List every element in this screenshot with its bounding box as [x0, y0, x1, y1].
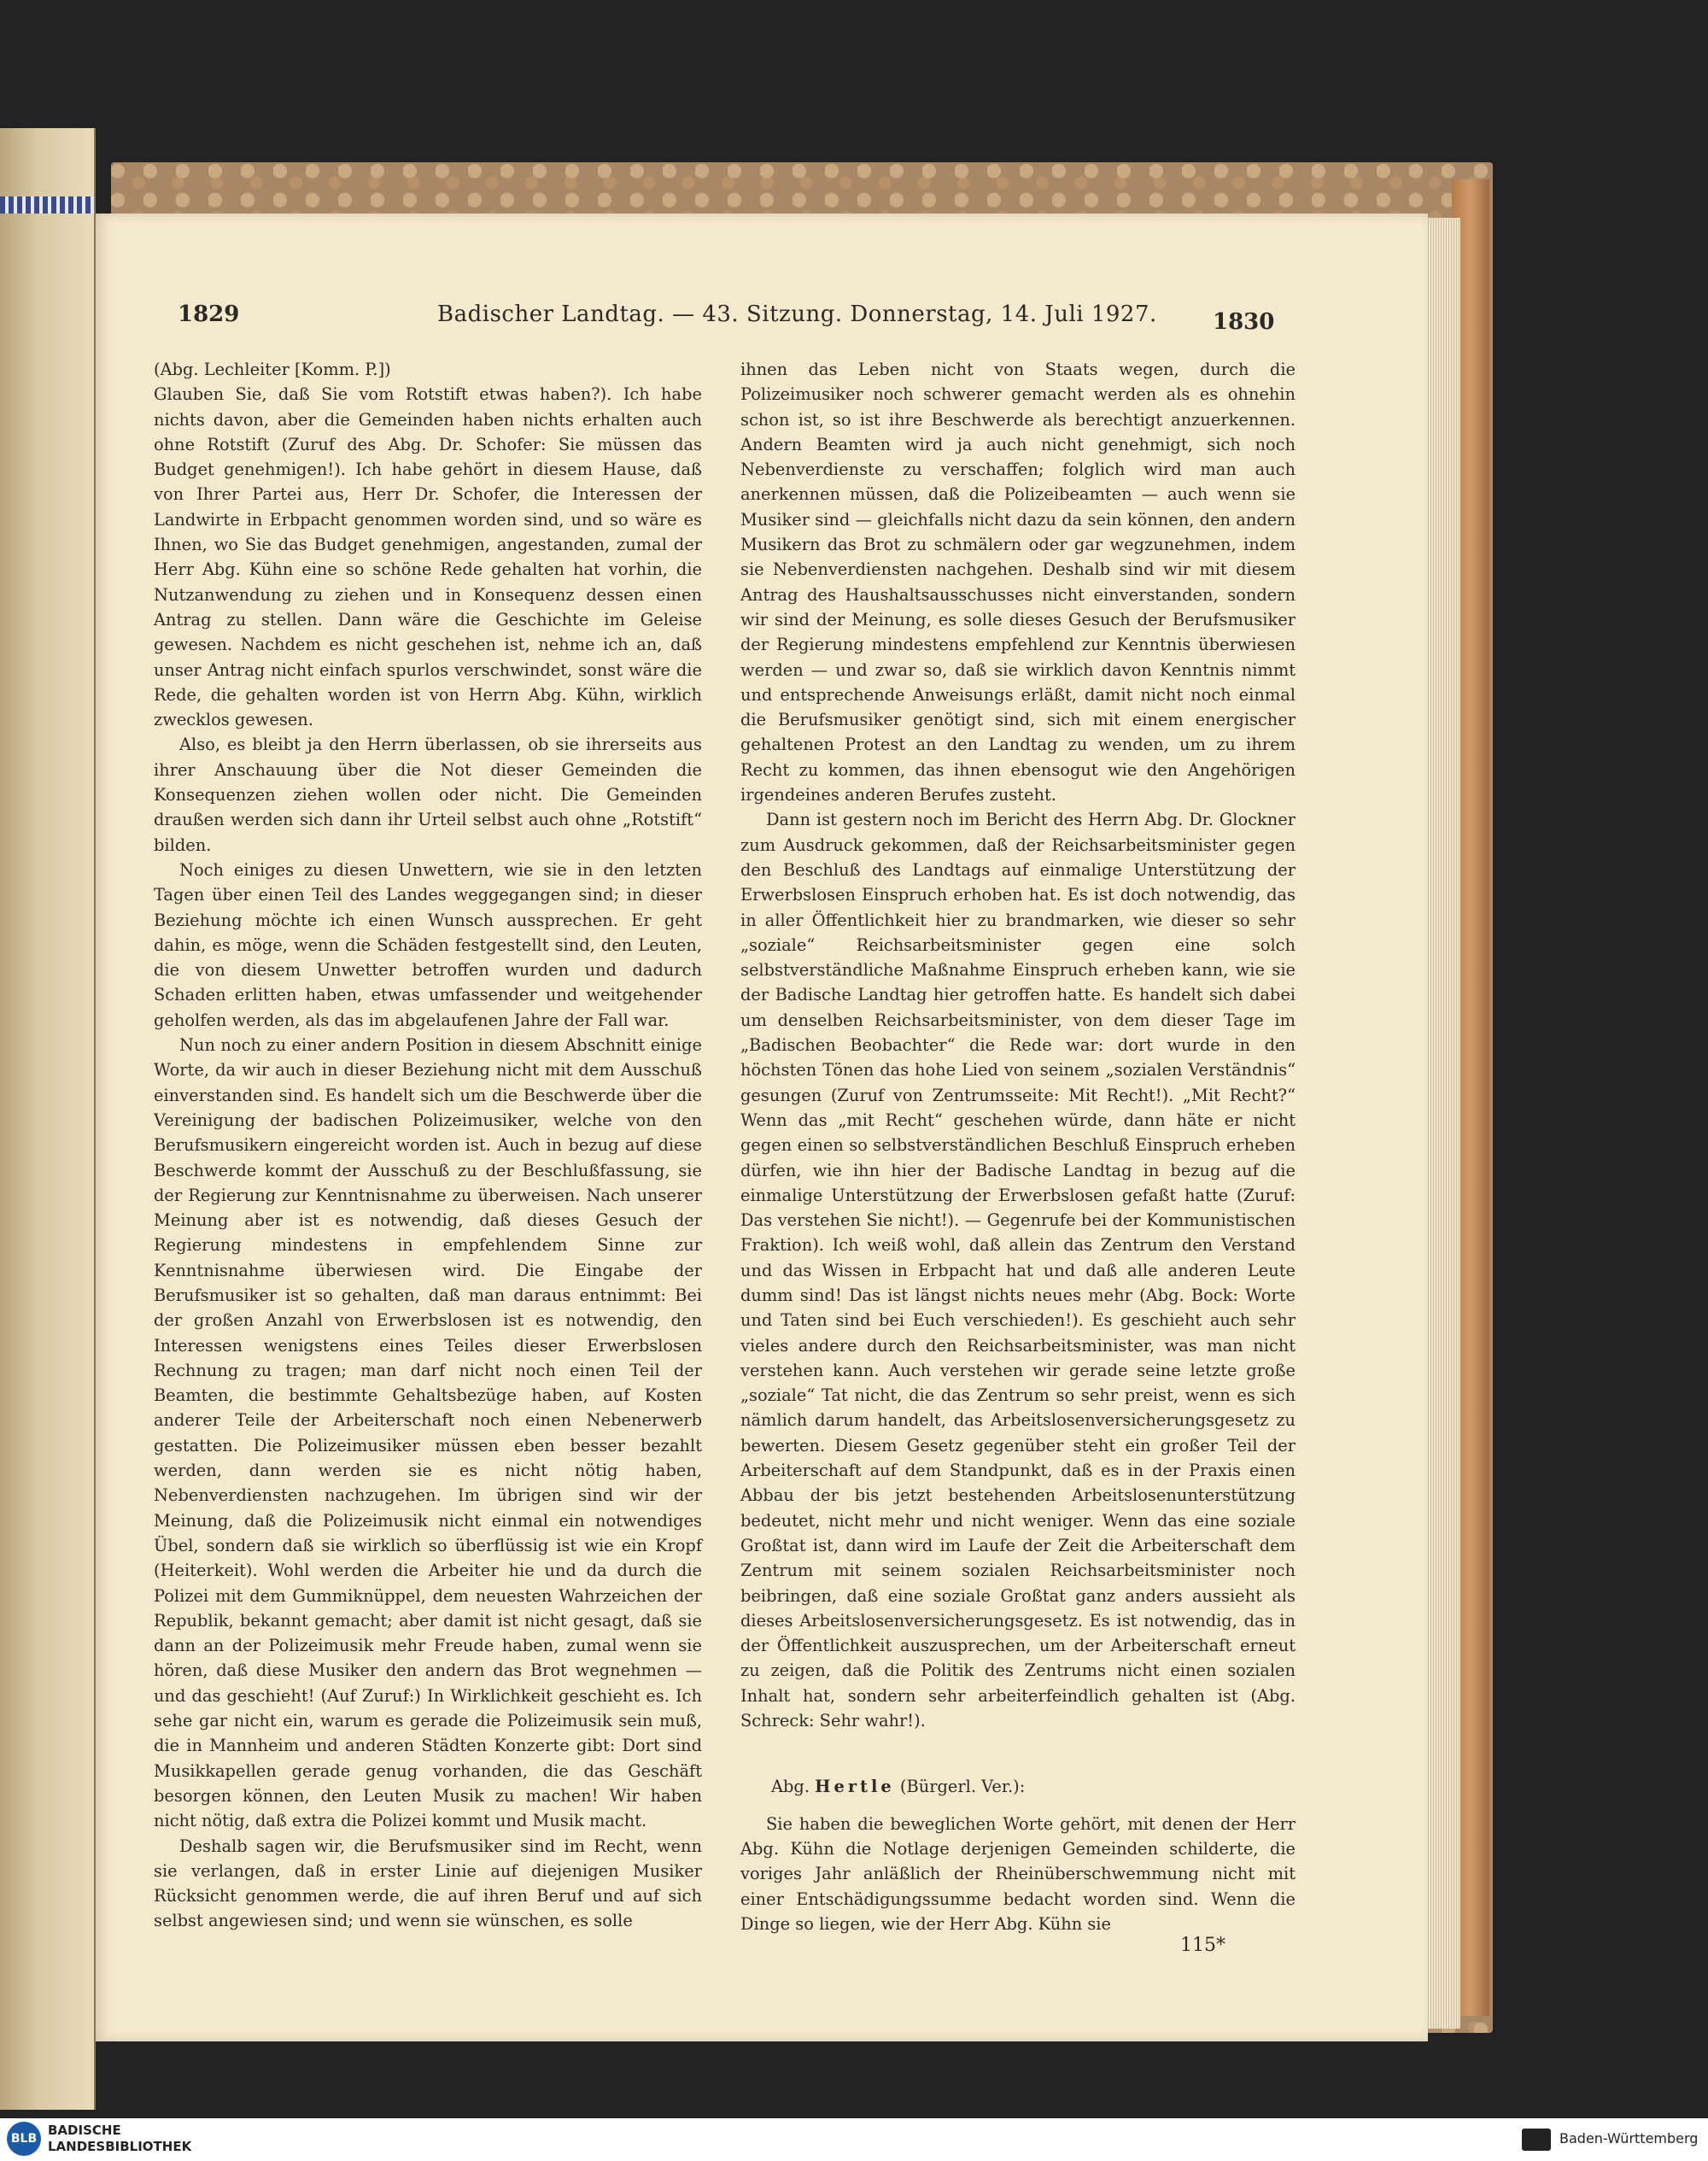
paragraph: ihnen das Leben nicht von Staats wegen, durch die Polizeimusiker noch schwerer gemacht werden als es ohnehin schon ist, so ist ihre Beschwerde als berechtigt anzuerkennen. Andern Beamten wird ja auch nicht genehmigt, sich noch Nebenverdienste zu verschaffen; folglich wird man auch anerkennen müssen, daß die Polizeibeamten — auch wenn sie Musiker sind — gleichfalls nicht dazu da sein können, den andern Musikern das Brot zu schmälern oder gar wegzunehmen, indem sie Nebenverdiensten nachgehen. Deshalb sind wir mit diesem Antrag des Haushaltsausschusses nicht einverstanden, sondern wir sind der Meinung, es solle dieses Gesuch der Berufsmusiker der Regierung mindestens empfehlend zur Kenntnis überwiesen werden — und zwar so, daß sie wirklich davon Kenntnis nimmt und entsprechende Anweisungs erläßt, damit nicht noch einmal die Berufsmusiker genötigt sind, sich mit einem energischer gehaltenen Protest an den Landtag zu wenden, um zu ihrem Recht zu kommen, das ihnen ebensogut wie den Angehörigen irgendeines anderen Berufes zusteht.	[740, 360, 1296, 805]
running-header: Badischer Landtag. — 43. Sitzung. Donnerstag, 14. Juli 1927.	[437, 302, 1157, 327]
state-name[interactable]: Baden-Württemberg	[1559, 2130, 1699, 2146]
paragraph: Also, es bleibt ja den Herrn überlassen, ob sie ihrerseits aus ihrer Anschauung über die Not dieser Gemeinden die Konsequenzen ziehen wollen oder nicht. Die Gemeinden draußen werden sich dann ihr Urteil selbst auch ohne „Rotstift“ bilden.	[154, 735, 702, 855]
library-name[interactable]	[48, 2123, 191, 2155]
footer-bar	[0, 2118, 1708, 2161]
page-number-right: 1830	[1213, 309, 1275, 335]
bookmark-ribbon	[0, 196, 94, 214]
paragraph: Sie haben die beweglichen Worte gehört, mit denen der Herr Abg. Kühn die Notlage derjenigen Gemeinden schilderte, die voriges Jahr anläßlich der Rheinüberschwemmung nicht mit einer Entschädigungssumme bedacht worden sind. Wenn die Dinge so liegen, wie der Herr Abg. Kühn sie	[740, 1813, 1296, 1934]
speaker-reference: (Abg. Lechleiter [Komm. P.])	[154, 360, 391, 379]
right-column	[740, 357, 1296, 1936]
library-name-line1: BADISCHE	[48, 2123, 121, 2138]
paragraph: Nun noch zu einer andern Position in diesem Abschnitt einige Worte, da wir auch in dieser Beziehung nicht mit dem Ausschuß einverstanden sind. Es handelt sich um die Beschwerde über die Vereinigung der badischen Polizeimusiker, welche von den Berufsmusikern eingereicht worden ist. Auch in bezug auf diese Beschwerde kommt der Ausschuß zu der Beschlußfassung, sie der Regierung zur Kenntnisnahme zu überweisen. Nach unserer Meinung aber ist es notwendig, daß dieses Gesuch der Regierung mindestens in empfehlendem Sinne zur Kenntnisnahme überwiesen wird. Die Eingabe der Berufsmusiker ist so gehalten, daß man daraus entnimmt: Bei der großen Anzahl von Erwerbslosen ist es notwendig, den Interessen wenigstens eines Teiles dieser Erwerbslosen Rechnung zu tragen; man darf nicht noch einen Teil der Beamten, die bestimmte Gehaltsbezüge haben, auf Kosten anderer Teile der Arbeiterschaft noch einen Nebenerwerb gestatten. Die Polizeimusiker müssen eben besser bezahlt werden, dann werden sie es nicht nötig haben, Nebenverdiensten nachzugehen. Im übrigen sind wir der Meinung, daß die Polizeimusik nicht einmal ein notwendiges Übel, sondern daß sie wirklich so überflüssig ist wie ein Kropf (Heiterkeit). Wohl werden die Arbeiter hie und da durch die Polizei mit dem Gummiknüppel, dem neuesten Wahrzeichen der Republik, bekannt gemacht; aber damit ist nicht gesagt, daß sie dann an der Polizeimusik mehr Freude haben, zumal wenn sie hören, daß diese Musiker den andern das Brot wegnehmen — und das geschieht! (Auf Zuruf:) In Wirklichkeit geschieht es. Ich sehe gar nicht ein, warum es gerade die Polizeimusik sein muß, die in Mannheim und anderen Städten Konzerte gibt: Dort sind Musikkapellen gerade genug vorhanden, die das Geschäft besorgen können, den Leuten Musik zu machen! Wir haben nicht nötig, daß extra die Polizei kommt und Musik macht.	[154, 1035, 702, 1831]
speaker-heading	[740, 1774, 1296, 1799]
paragraph: Noch einiges zu diesen Unwettern, wie sie in den letzten Tagen über einen Teil des Landes weggegangen sind; in dieser Beziehung möchte ich einen Wunsch aussprechen. Er geht dahin, es möge, wenn die Schäden festgestellt sind, den Leuten, die von diesem Unwetter betroffen wurden und dadurch Schaden erlitten haben, etwas umfassender und weitgehender geholfen werden, als das im abgelaufenen Jahre der Fall war.	[154, 859, 702, 1030]
paragraph: Deshalb sagen wir, die Berufsmusiker sind im Recht, wenn sie verlangen, daß in erster Linie auf diejenigen Musiker Rücksicht genommen werde, die auf ihren Beruf und auf sich selbst angewiesen sind; und wenn sie wünschen, es solle	[154, 1836, 702, 1931]
speaker-party: (Bürgerl. Ver.):	[899, 1777, 1026, 1797]
blb-logo-icon[interactable]: BLB	[7, 2122, 41, 2156]
signature-mark: 115*	[1180, 1935, 1225, 1956]
page-number-left: 1829	[178, 302, 240, 327]
paragraph: Glauben Sie, daß Sie vom Rotstift etwas haben?). Ich habe nichts davon, aber die Gemeinden haben nichts erhalten auch ohne Rotstift (Zuruf des Abg. Dr. Schofer: Sie müssen das Budget genehmigen!). Ich habe gehört in diesem Hause, daß von Ihrer Partei aus, Herr Dr. Schofer, die Interessen der Landwirte in Erbpacht genommen worden sind, und so wäre es Ihnen, wo Sie das Budget genehmigen, angestanden, zumal der Herr Abg. Kühn eine so schöne Rede gehalten hat vorhin, die Nutzanwendung zu ziehen und in Konsequenz dessen einen Antrag zu stellen. Dann wäre die Geschichte im Geleise gewesen. Nachdem es nicht geschehen ist, nehme ich an, daß unser Antrag nicht einfach spurlos verschwindet, sonst wäre die Rede, die gehalten worden ist von Herrn Abg. Kühn, wirklich zwecklos gewesen.	[154, 384, 702, 730]
left-page-edge	[0, 128, 96, 2110]
speaker-name: Hertle	[815, 1777, 895, 1797]
document-page	[96, 214, 1428, 2041]
speaker-prefix: Abg.	[771, 1777, 810, 1797]
library-name-line2: LANDESBIBLIOTHEK	[48, 2139, 192, 2154]
paragraph: Dann ist gestern noch im Bericht des Herrn Abg. Dr. Glockner zum Ausdruck gekommen, daß der Reichsarbeitsminister gegen den Beschluß des Landtags auf einmalige Unterstützung der Erwerbslosen Einspruch erhoben hat. Es ist doch notwendig, das in aller Öffentlichkeit hier zu brandmarken, wie dieser so sehr „soziale“ Reichsarbeitsminister gegen eine solch selbstverständliche Maßnahme Einspruch erheben kann, wie sie der Badische Landtag hier getroffen hatte. Es handelt sich dabei um denselben Reichsarbeitsminister, von dem dieser Tage im „Badischen Beobachter“ die Rede war: dort wurde in den höchsten Tönen das hohe Lied von seinem „sozialen Verständnis“ gesungen (Zuruf von Zentrumsseite: Mit Recht!). „Mit Recht?“ Wenn das „mit Recht“ geschehen würde, dann häte er nicht gegen einen so selbstverständlichen Beschluß Einspruch erheben dürfen, wie ihn hier der Badische Landtag in bezug auf die einmalige Unterstützung der Erwerbslosen gefaßt hatte (Zuruf: Das verstehen Sie nicht!). — Gegenrufe bei der Kommunistischen Fraktion). Ich weiß wohl, daß allein das Zentrum den Verstand und das Wissen in Erbpacht hat und daß alle anderen Leute dumm sind! Das ist längst nichts neues mehr (Abg. Bock: Worte und Taten sind bei Euch verschieden!). Es geschieht auch sehr vieles andere durch den Reichsarbeitsminister, was man nicht verstehen kann. Auch verstehen wir gerade seine letzte große „soziale“ Tat nicht, die das Zentrum so sehr preist, wenn es sich nämlich darum handelt, das Arbeitslosenversicherungsgesetz zu bewerten. Diesem Gesetz gegenüber steht ein großer Teil der Arbeiterschaft auf dem Standpunkt, daß es in der Praxis einen Abbau der bis jetzt bestehenden Arbeitslosenunterstützung bedeutet, nicht mehr und nicht weniger. Wenn das eine soziale Großtat ist, dann wird im Laufe der Zeit die Arbeiterschaft dem Zentrum mit seinem sozialen Reichsarbeitsminister noch beibringen, daß eine soziale Großtat ganz anders aussieht als dieses Arbeitslosenversicherungsgesetz. Es ist notwendig, das in der Öffentlichkeit auszusprechen, um der Arbeiterschaft erneut zu zeigen, daß die Politik des Zentrums nicht einen sozialen Inhalt hat, sondern sehr arbeiterfeindlich gehalten ist (Abg. Schreck: Sehr wahr!).	[740, 810, 1296, 1731]
baden-wuerttemberg-crest-icon	[1522, 2129, 1551, 2151]
left-column	[154, 357, 702, 1934]
